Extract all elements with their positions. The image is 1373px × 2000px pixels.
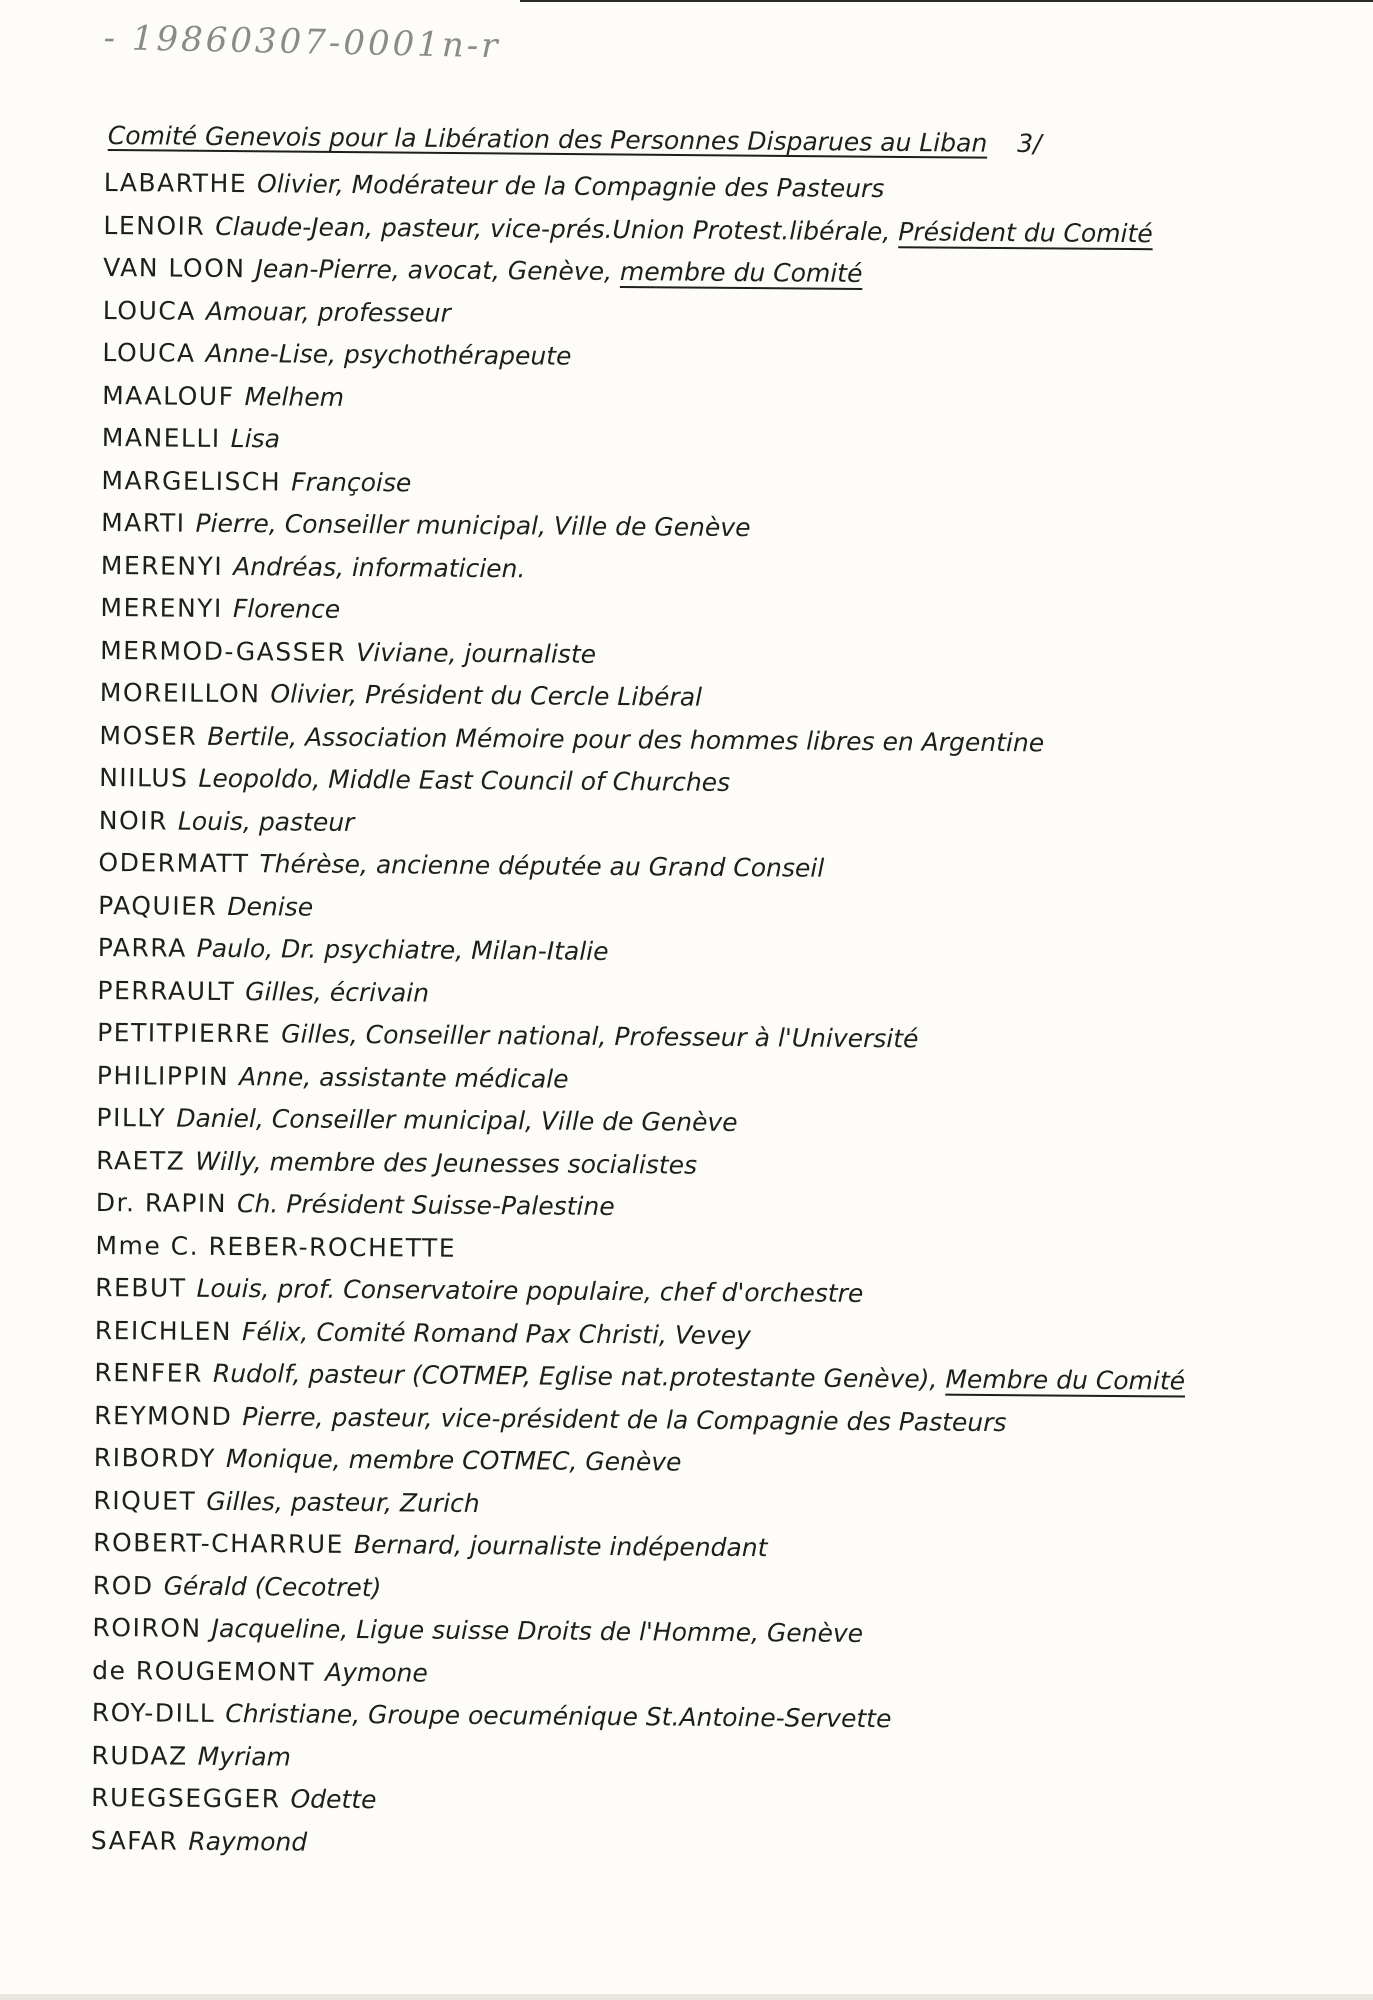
member-list xyxy=(91,162,1195,1871)
member-details: Lisa xyxy=(230,424,281,454)
member-surname: RENFER xyxy=(94,1357,204,1388)
member-surname: MOSER xyxy=(99,720,198,751)
member-surname: MERENYI xyxy=(100,550,224,581)
member-surname: NOIR xyxy=(98,805,169,836)
list-item xyxy=(91,1819,1182,1870)
member-details: Thérèse, ancienne députée au Grand Conseil xyxy=(259,849,825,883)
member-details: Rudolf, pasteur (COTMEP, Eglise nat.protestante Genève), xyxy=(212,1358,938,1394)
member-details: Aymone xyxy=(324,1657,428,1688)
committee-role: membre du Comité xyxy=(619,257,863,288)
member-details: Monique, membre COTMEC, Genève xyxy=(225,1443,682,1477)
member-surname: MARGELISCH xyxy=(101,465,282,496)
member-surname: VAN LOON xyxy=(103,252,246,284)
member-details: Gilles, pasteur, Zurich xyxy=(206,1486,480,1518)
member-surname: ODERMATT xyxy=(98,847,250,879)
member-details: Leopoldo, Middle East Council of Churches xyxy=(198,763,731,797)
member-details: Odette xyxy=(290,1784,377,1815)
member-surname: RUDAZ xyxy=(91,1740,188,1771)
member-details: Bernard, journaliste indépendant xyxy=(353,1530,768,1563)
member-surname: PARRA xyxy=(97,932,187,963)
page-number: 3/ xyxy=(1017,128,1042,159)
member-details: Myriam xyxy=(197,1741,292,1772)
page-bottom-edge xyxy=(0,1994,1373,2000)
member-surname: MARTI xyxy=(101,507,186,538)
member-details: Louis, pasteur xyxy=(177,806,355,837)
member-surname: RUEGSEGGER xyxy=(91,1782,281,1814)
committee-title: Comité Genevois pour la Libération des Personnes Disparues au Liban xyxy=(107,121,988,158)
member-surname: MANELLI xyxy=(101,422,221,453)
member-details: Anne, assistante médicale xyxy=(238,1061,569,1094)
member-surname: MERMOD-GASSER xyxy=(100,635,347,667)
member-details: Félix, Comité Romand Pax Christi, Vevey xyxy=(241,1316,751,1350)
member-details: Gérald (Cecotret) xyxy=(163,1571,382,1602)
member-details: Andréas, informaticien. xyxy=(233,551,526,583)
committee-role: Président du Comité xyxy=(898,216,1153,248)
member-surname: ROD xyxy=(92,1570,154,1600)
member-surname: REBUT xyxy=(95,1272,187,1303)
member-surname: LOUCA xyxy=(102,337,196,368)
member-surname: RAETZ xyxy=(96,1145,186,1176)
member-surname: ROY-DILL xyxy=(91,1697,216,1728)
member-surname: ROBERT-CHARRUE xyxy=(93,1527,345,1559)
member-details: Christiane, Groupe oecuménique St.Antoine-Servette xyxy=(225,1699,892,1734)
member-surname: RIQUET xyxy=(93,1485,197,1516)
member-details: Viviane, journaliste xyxy=(356,637,597,669)
member-details: Pierre, Conseiller municipal, Ville de Genève xyxy=(195,508,751,543)
member-surname: REICHLEN xyxy=(94,1315,233,1346)
member-details: Pierre, pasteur, vice-président de la Compagnie des Pasteurs xyxy=(242,1401,1007,1437)
member-details: Paulo, Dr. psychiatre, Milan-Italie xyxy=(196,933,609,966)
member-surname: de ROUGEMONT xyxy=(92,1655,316,1687)
member-details: Melhem xyxy=(244,381,345,412)
member-surname: PHILIPPIN xyxy=(96,1060,230,1091)
member-details: Olivier, Modérateur de la Compagnie des Pasteurs xyxy=(257,169,885,204)
member-surname: RIBORDY xyxy=(93,1442,217,1473)
member-details: Gilles, écrivain xyxy=(245,976,430,1008)
member-surname: MOREILLON xyxy=(99,677,261,709)
member-surname: ROIRON xyxy=(92,1612,202,1643)
member-surname: REYMOND xyxy=(94,1400,233,1431)
member-details: Gilles, Conseiller national, Professeur à l'Université xyxy=(281,1019,919,1054)
member-details: Françoise xyxy=(291,466,412,497)
member-surname: Mme C. REBER-ROCHETTE xyxy=(95,1230,457,1263)
member-surname: PERRAULT xyxy=(97,975,236,1006)
member-details: Jacqueline, Ligue suisse Droits de l'Homme, Genève xyxy=(211,1613,864,1649)
member-surname: LENOIR xyxy=(103,210,206,241)
member-details: Raymond xyxy=(188,1826,308,1857)
member-surname: PAQUIER xyxy=(98,890,218,921)
member-details: Anne-Lise, psychothérapeute xyxy=(205,338,572,371)
member-surname: LOUCA xyxy=(102,295,197,326)
member-surname: MAALOUF xyxy=(102,380,235,411)
document-header xyxy=(108,121,1068,158)
member-details: Bertile, Association Mémoire pour des hommes libres en Argentine xyxy=(207,721,1045,757)
member-details: Amouar, professeur xyxy=(205,296,452,328)
member-details: Ch. Président Suisse-Palestine xyxy=(236,1189,615,1222)
top-edge-rule xyxy=(520,0,1373,2)
archive-reference: - 19860307-0001n-r xyxy=(103,18,501,67)
member-surname: LABARTHE xyxy=(103,167,248,199)
member-details: Louis, prof. Conservatoire populaire, chef d'orchestre xyxy=(196,1273,864,1308)
member-surname: PETITPIERRE xyxy=(97,1017,272,1049)
member-surname: MERENYI xyxy=(100,592,224,623)
member-details: Willy, membre des Jeunesses socialistes xyxy=(195,1146,698,1180)
member-details: Denise xyxy=(227,891,314,922)
member-surname: PILLY xyxy=(96,1102,167,1133)
committee-role: Membre du Comité xyxy=(945,1364,1186,1396)
member-details: Claude-Jean, pasteur, vice-prés.Union Protest.libérale, xyxy=(215,211,891,246)
member-surname: SAFAR xyxy=(90,1825,179,1856)
member-details: Florence xyxy=(232,594,341,624)
member-surname: Dr. RAPIN xyxy=(95,1187,228,1218)
member-surname: NIILUS xyxy=(99,762,189,793)
member-details: Daniel, Conseiller municipal, Ville de Genève xyxy=(176,1103,738,1138)
member-details: Olivier, Président du Cercle Libéral xyxy=(270,679,703,712)
member-details: Jean-Pierre, avocat, Genève, xyxy=(255,254,613,286)
